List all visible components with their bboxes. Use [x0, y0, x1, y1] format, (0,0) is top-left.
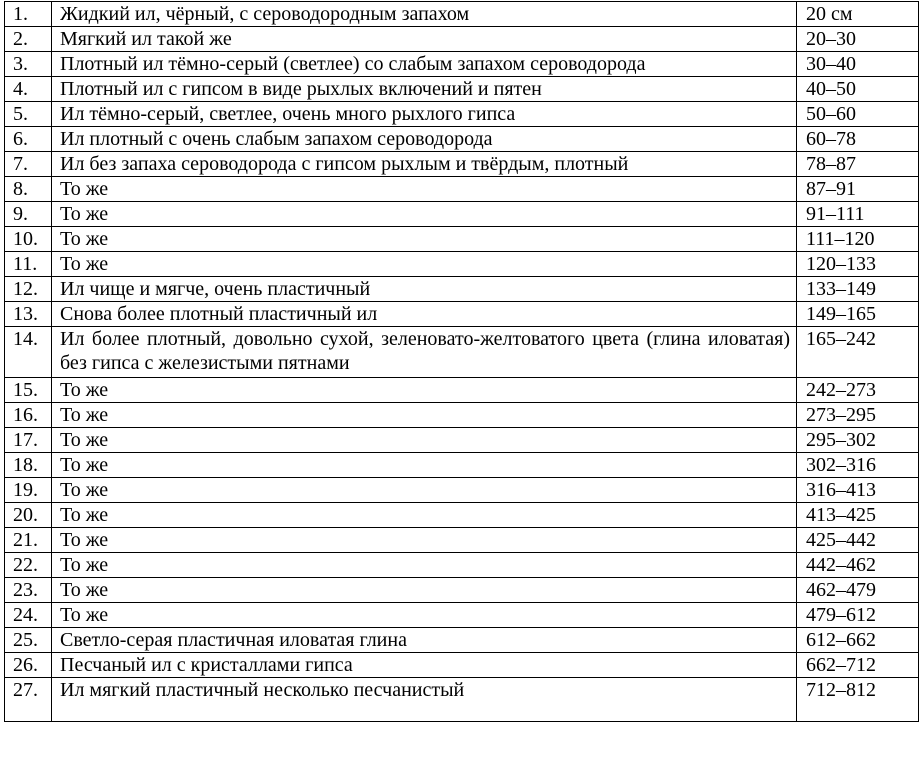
description-cell: Жидкий ил, чёрный, с сероводородным запахом	[52, 2, 797, 27]
row-number-cell: 1.	[5, 2, 52, 27]
depth-cell: 413–425	[797, 503, 919, 528]
description-cell: Ил мягкий пластичный несколько песчанистый	[52, 678, 797, 722]
depth-cell: 149–165	[797, 302, 919, 327]
description-cell: То же	[52, 603, 797, 628]
description-cell: Ил более плотный, довольно сухой, зеленовато-желтоватого цвета (глина иловатая) без гипса с железистыми пятнами	[52, 327, 797, 378]
description-cell: То же	[52, 403, 797, 428]
strata-table	[4, 1, 919, 722]
table-row	[5, 227, 919, 252]
description-cell: То же	[52, 202, 797, 227]
depth-cell: 133–149	[797, 277, 919, 302]
table-row	[5, 177, 919, 202]
table-row	[5, 553, 919, 578]
row-number-cell: 12.	[5, 277, 52, 302]
table-row	[5, 52, 919, 77]
row-number-cell: 15.	[5, 378, 52, 403]
depth-cell: 30–40	[797, 52, 919, 77]
table-row	[5, 102, 919, 127]
depth-cell: 20–30	[797, 27, 919, 52]
table-row	[5, 478, 919, 503]
description-cell: То же	[52, 578, 797, 603]
depth-cell: 302–316	[797, 453, 919, 478]
table-row	[5, 127, 919, 152]
depth-cell: 712–812	[797, 678, 919, 722]
table-row	[5, 603, 919, 628]
row-number-cell: 8.	[5, 177, 52, 202]
row-number-cell: 27.	[5, 678, 52, 722]
table-row	[5, 453, 919, 478]
description-cell: То же	[52, 378, 797, 403]
depth-cell: 20 см	[797, 2, 919, 27]
description-cell: То же	[52, 503, 797, 528]
depth-cell: 91–111	[797, 202, 919, 227]
depth-cell: 425–442	[797, 528, 919, 553]
description-cell: Ил без запаха сероводорода с гипсом рыхлым и твёрдым, плотный	[52, 152, 797, 177]
depth-cell: 87–91	[797, 177, 919, 202]
table-row	[5, 302, 919, 327]
table-row	[5, 252, 919, 277]
description-cell: Снова более плотный пластичный ил	[52, 302, 797, 327]
depth-cell: 120–133	[797, 252, 919, 277]
table-row	[5, 678, 919, 722]
table-row	[5, 428, 919, 453]
table-row	[5, 152, 919, 177]
table-row	[5, 653, 919, 678]
row-number-cell: 20.	[5, 503, 52, 528]
description-cell: То же	[52, 428, 797, 453]
description-cell: То же	[52, 227, 797, 252]
description-cell: Ил плотный с очень слабым запахом сероводорода	[52, 127, 797, 152]
table-row	[5, 528, 919, 553]
depth-cell: 273–295	[797, 403, 919, 428]
row-number-cell: 19.	[5, 478, 52, 503]
table-row	[5, 27, 919, 52]
depth-cell: 662–712	[797, 653, 919, 678]
table-row	[5, 378, 919, 403]
depth-cell: 40–50	[797, 77, 919, 102]
row-number-cell: 25.	[5, 628, 52, 653]
depth-cell: 479–612	[797, 603, 919, 628]
row-number-cell: 17.	[5, 428, 52, 453]
description-cell: То же	[52, 553, 797, 578]
row-number-cell: 2.	[5, 27, 52, 52]
depth-cell: 242–273	[797, 378, 919, 403]
description-cell: Светло-серая пластичная иловатая глина	[52, 628, 797, 653]
row-number-cell: 14.	[5, 327, 52, 378]
row-number-cell: 13.	[5, 302, 52, 327]
depth-cell: 165–242	[797, 327, 919, 378]
depth-cell: 462–479	[797, 578, 919, 603]
row-number-cell: 11.	[5, 252, 52, 277]
strata-table-body	[5, 2, 919, 722]
row-number-cell: 6.	[5, 127, 52, 152]
row-number-cell: 26.	[5, 653, 52, 678]
depth-cell: 111–120	[797, 227, 919, 252]
row-number-cell: 21.	[5, 528, 52, 553]
row-number-cell: 7.	[5, 152, 52, 177]
depth-cell: 78–87	[797, 152, 919, 177]
description-cell: Ил чище и мягче, очень пластичный	[52, 277, 797, 302]
depth-cell: 295–302	[797, 428, 919, 453]
description-cell: Песчаный ил с кристаллами гипса	[52, 653, 797, 678]
row-number-cell: 4.	[5, 77, 52, 102]
row-number-cell: 22.	[5, 553, 52, 578]
table-row	[5, 628, 919, 653]
description-cell: Мягкий ил такой же	[52, 27, 797, 52]
description-cell: Плотный ил с гипсом в виде рыхлых включений и пятен	[52, 77, 797, 102]
row-number-cell: 9.	[5, 202, 52, 227]
description-cell: Плотный ил тёмно-серый (светлее) со слабым запахом сероводорода	[52, 52, 797, 77]
row-number-cell: 18.	[5, 453, 52, 478]
row-number-cell: 16.	[5, 403, 52, 428]
description-cell: Ил тёмно-серый, светлее, очень много рыхлого гипса	[52, 102, 797, 127]
table-row	[5, 578, 919, 603]
table-row	[5, 2, 919, 27]
description-cell: То же	[52, 453, 797, 478]
depth-cell: 60–78	[797, 127, 919, 152]
table-row	[5, 277, 919, 302]
description-cell: То же	[52, 252, 797, 277]
row-number-cell: 10.	[5, 227, 52, 252]
row-number-cell: 23.	[5, 578, 52, 603]
description-cell: То же	[52, 177, 797, 202]
table-row	[5, 77, 919, 102]
row-number-cell: 5.	[5, 102, 52, 127]
depth-cell: 612–662	[797, 628, 919, 653]
depth-cell: 50–60	[797, 102, 919, 127]
table-row	[5, 327, 919, 378]
description-cell: То же	[52, 478, 797, 503]
table-row	[5, 202, 919, 227]
depth-cell: 442–462	[797, 553, 919, 578]
description-cell: То же	[52, 528, 797, 553]
row-number-cell: 3.	[5, 52, 52, 77]
depth-cell: 316–413	[797, 478, 919, 503]
row-number-cell: 24.	[5, 603, 52, 628]
table-row	[5, 403, 919, 428]
table-row	[5, 503, 919, 528]
